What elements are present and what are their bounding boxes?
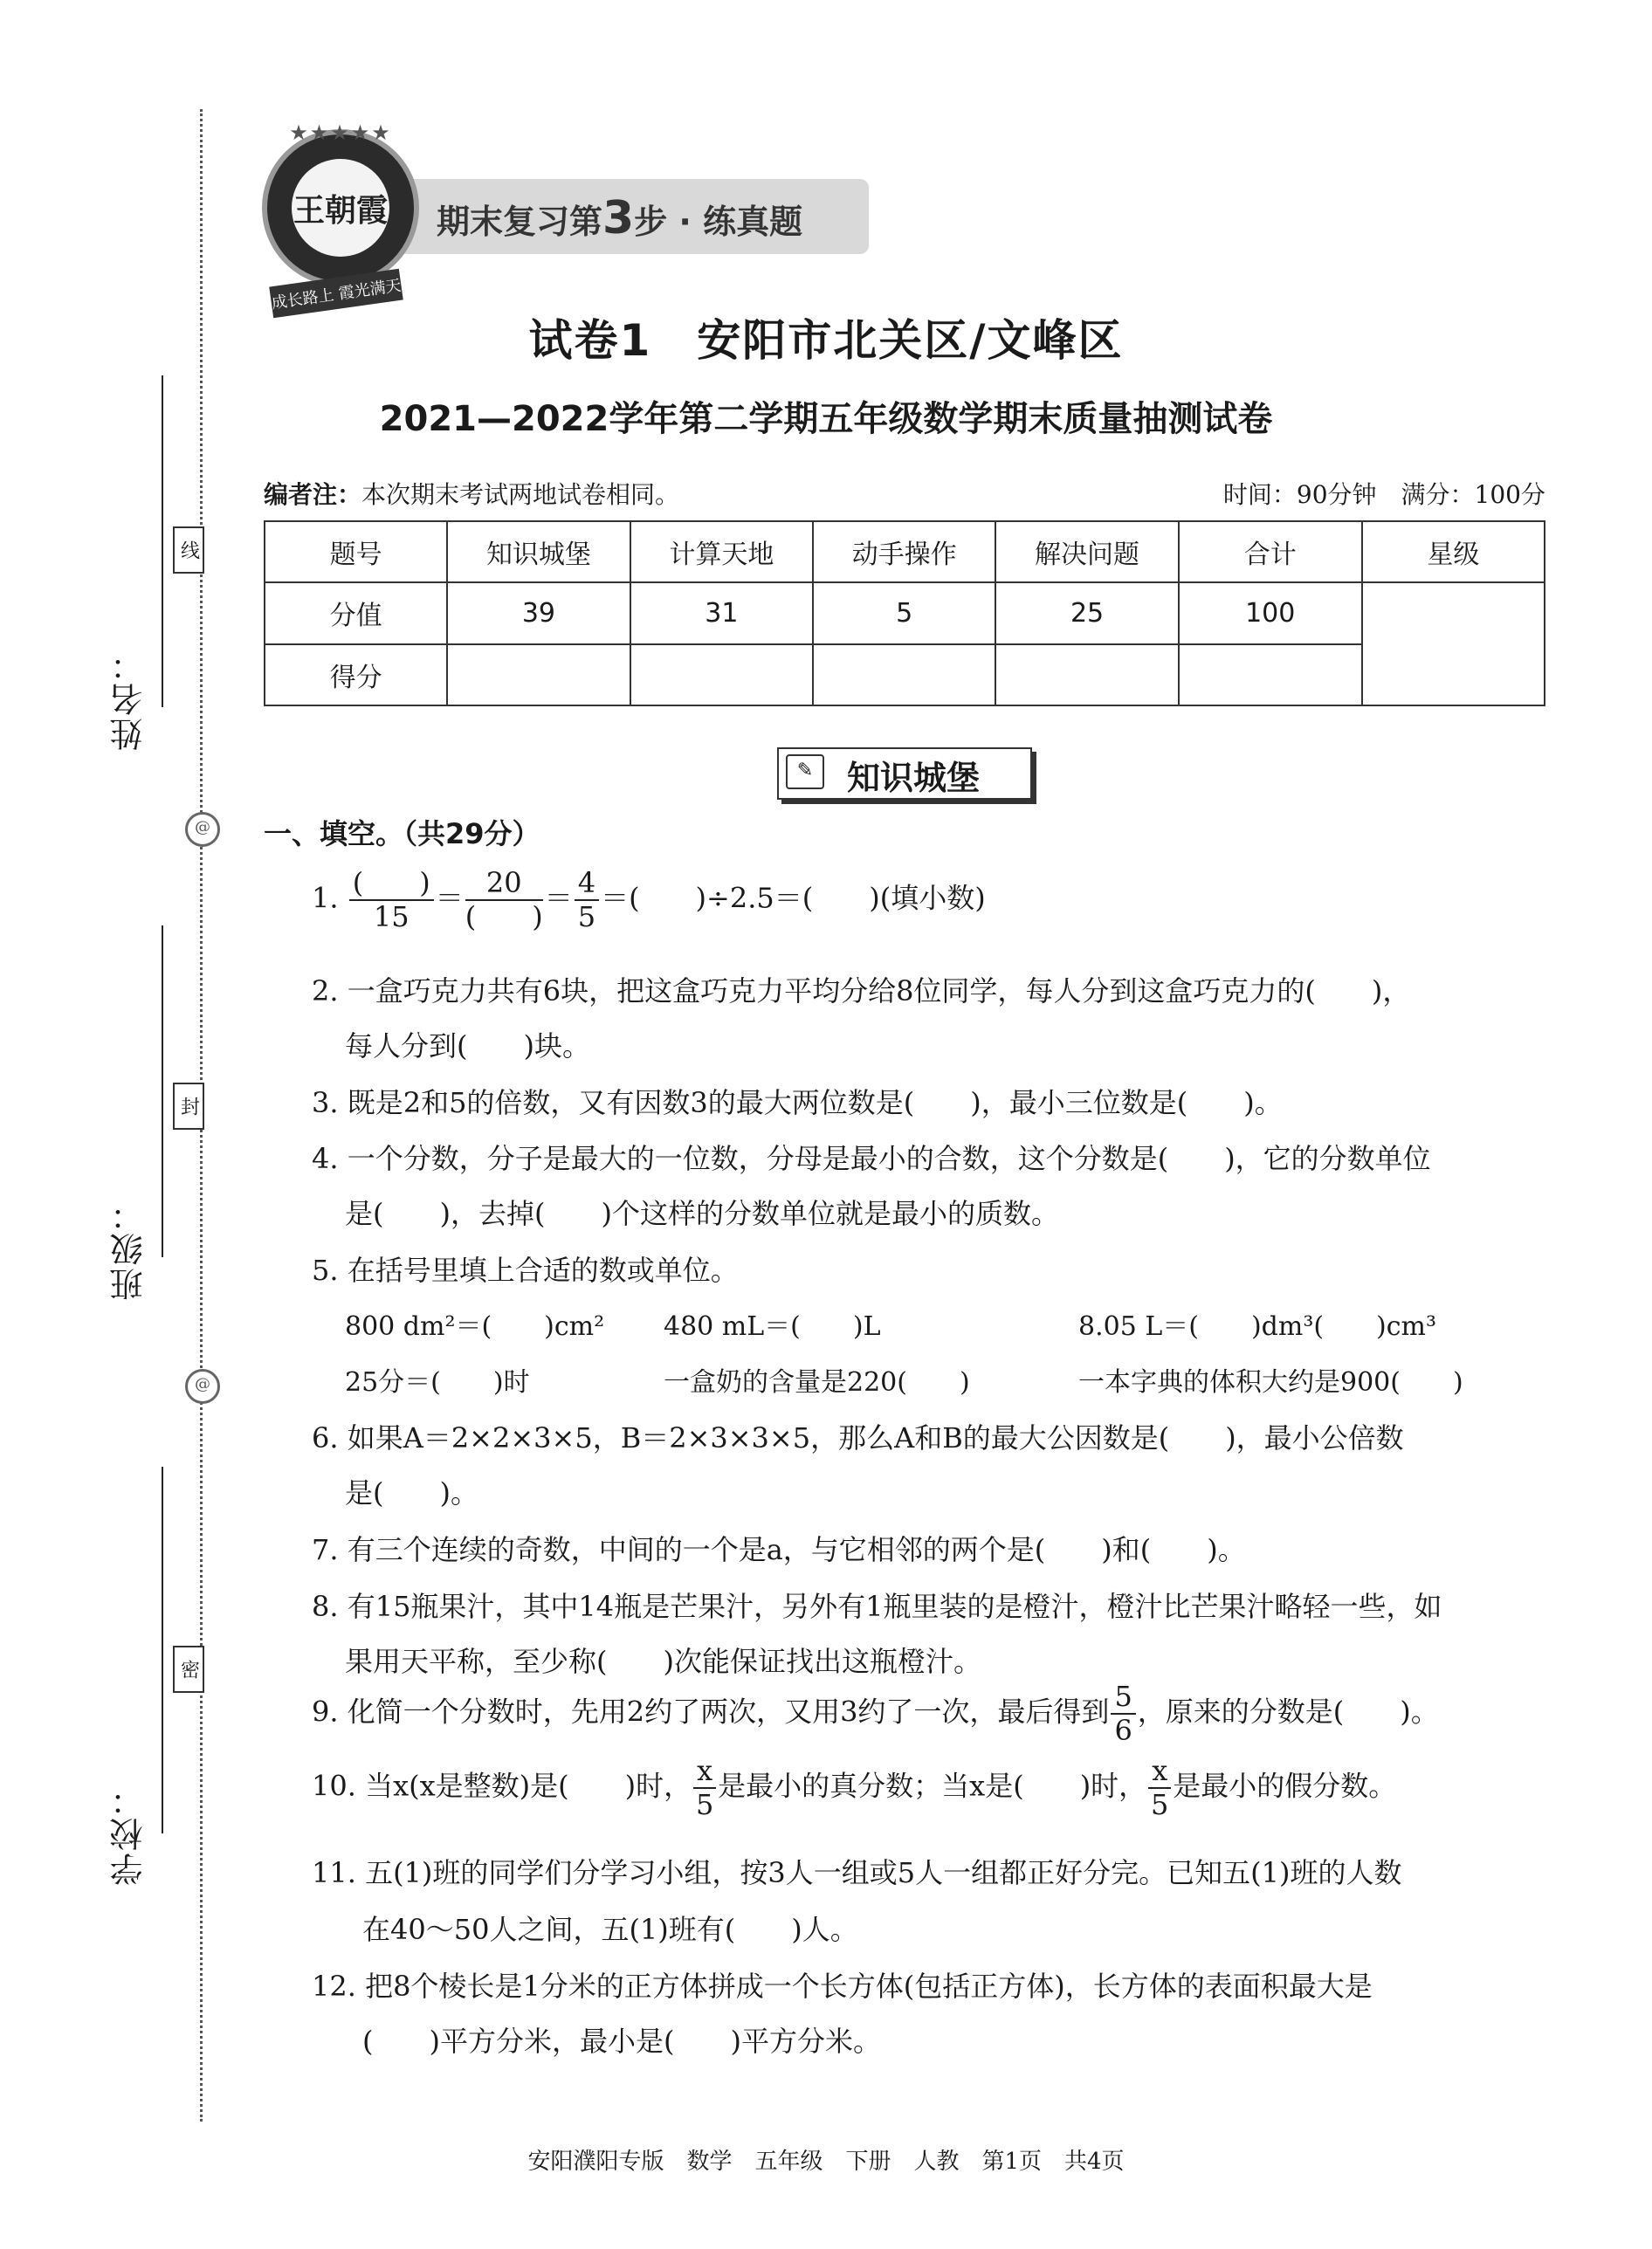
class-label: 班级： bbox=[110, 1196, 148, 1301]
name-label: 姓名： bbox=[110, 646, 148, 751]
logo-text: 王朝霞 bbox=[292, 159, 389, 257]
fraction: $\frac{20}{( )}$ bbox=[465, 866, 543, 933]
question-1: 1. $\frac{( )}{15}$ ＝ $\frac{20}{( )}$ ＝ $\frac{4}{5}$ ＝( )÷2.5＝( )(填小数) bbox=[312, 866, 986, 933]
question-5c: 8.05 L＝( )dm³( )cm³ bbox=[1078, 1311, 1437, 1342]
publisher-logo bbox=[262, 129, 419, 286]
question-5: 5. 在括号里填上合适的数或单位。 bbox=[312, 1254, 739, 1287]
section-title: 知识城堡 bbox=[847, 759, 981, 797]
fraction: $\frac{x}{5}$ bbox=[1148, 1755, 1171, 1821]
logo-ribbon: 成长路上 霞光满天 bbox=[269, 269, 403, 319]
page-footer: 安阳濮阳专版 数学 五年级 下册 人教 第1页 共4页 bbox=[527, 2149, 1125, 2175]
star-rating-cell[interactable] bbox=[1362, 582, 1545, 705]
question-4-cont: 是( )，去掉( )个这样的分数单位就是最小的质数。 bbox=[345, 1197, 1059, 1230]
question-5f: 一本字典的体积大约是900( ) bbox=[1078, 1367, 1463, 1398]
question-6: 6. 如果A＝2×2×3×5，B＝2×3×3×5，那么A和B的最大公因数是( )，最小公倍数 bbox=[312, 1421, 1404, 1455]
question-3: 3. 既是2和5的倍数，又有因数3的最大两位数是( )，最小三位数是( )。 bbox=[312, 1086, 1283, 1119]
time-score-info: 时间：90分钟 满分：100分 bbox=[1222, 480, 1545, 509]
question-8: 8. 有15瓶果汁，其中14瓶是芒果汁，另外有1瓶里装的是橙汁，橙汁比芒果汁略轻一些，如 bbox=[312, 1590, 1442, 1623]
question-8-cont: 果用天平称，至少称( )次能保证找出这瓶橙汁。 bbox=[345, 1645, 981, 1678]
question-2-cont: 每人分到( )块。 bbox=[345, 1029, 590, 1063]
score-cell[interactable] bbox=[813, 644, 995, 705]
swirl-icon: @ bbox=[185, 1369, 220, 1404]
question-11: 11. 五(1)班的同学们分学习小组，按3人一组或5人一组都正好分完。已知五(1)班的人数 bbox=[312, 1856, 1402, 1889]
question-5d: 25分＝( )时 bbox=[345, 1367, 530, 1398]
question-9: 9. 化简一个分数时，先用2约了两次，又用3约了一次，最后得到 $\frac{5}{6}$ ，原来的分数是( )。 bbox=[312, 1680, 1439, 1747]
score-cell[interactable] bbox=[1179, 644, 1362, 705]
question-11-cont: 在40～50人之间，五(1)班有( )人。 bbox=[362, 1913, 858, 1946]
question-4: 4. 一个分数，分子是最大的一位数，分母是最小的合数，这个分数是( )，它的分数单位 bbox=[312, 1142, 1431, 1175]
fraction: $\frac{x}{5}$ bbox=[693, 1755, 716, 1821]
seal-seal-mark: 封 bbox=[173, 1083, 204, 1130]
book-icon: ✎ bbox=[786, 754, 824, 789]
table-row: 分值 39 31 5 25 100 bbox=[265, 582, 1545, 643]
swirl-icon: @ bbox=[185, 812, 220, 847]
score-cell[interactable] bbox=[447, 644, 630, 705]
fraction: $\frac{5}{6}$ bbox=[1111, 1681, 1135, 1747]
question-5b: 480 mL＝( )L bbox=[664, 1311, 881, 1342]
fraction: $\frac{( )}{15}$ bbox=[349, 867, 434, 933]
school-underline bbox=[162, 1467, 163, 1833]
score-table bbox=[264, 520, 1545, 706]
question-10: 10. 当x(x是整数)是( )时， $\frac{x}{5}$ 是最小的真分数；当x是( )时， $\frac{x}{5}$ 是最小的假分数。 bbox=[312, 1754, 1397, 1821]
question-5a: 800 dm²＝( )cm² bbox=[345, 1311, 605, 1342]
part-title: 一、填空。（共29分） bbox=[264, 817, 540, 850]
table-row: 得分 bbox=[265, 644, 1545, 705]
star-icon: ★★★★★ bbox=[289, 120, 392, 145]
score-cell[interactable] bbox=[630, 644, 813, 705]
editor-note: 编者注：本次期末考试两地试卷相同。 bbox=[264, 480, 680, 509]
question-2: 2. 一盒巧克力共有6块，把这盒巧克力平均分给8位同学，每人分到这盒巧克力的( )， bbox=[312, 974, 1411, 1008]
table-row: 题号 知识城堡 计算天地 动手操作 解决问题 合计 星级 bbox=[265, 521, 1545, 582]
question-7: 7. 有三个连续的奇数，中间的一个是a，与它相邻的两个是( )和( )。 bbox=[312, 1533, 1246, 1566]
question-12-cont: ( )平方分米，最小是( )平方分米。 bbox=[362, 2025, 881, 2058]
fraction: $\frac{4}{5}$ bbox=[575, 867, 599, 933]
seal-secret-mark: 密 bbox=[173, 1646, 204, 1693]
step-banner-text: 期末复习第3步 · 练真题 bbox=[437, 192, 803, 244]
school-label: 学校： bbox=[110, 1781, 148, 1886]
score-cell[interactable] bbox=[995, 644, 1178, 705]
question-12: 12. 把8个棱长是1分米的正方体拼成一个长方体(包括正方体)，长方体的表面积最大是 bbox=[312, 1970, 1373, 2003]
class-underline bbox=[162, 925, 163, 1257]
exam-title: 试卷1 安阳市北关区/文峰区 bbox=[528, 315, 1124, 366]
question-6-cont: 是( )。 bbox=[345, 1476, 478, 1510]
exam-subtitle: 2021—2022学年第二学期五年级数学期末质量抽测试卷 bbox=[379, 399, 1273, 439]
question-5e: 一盒奶的含量是220( ) bbox=[664, 1367, 970, 1398]
seal-line-mark: 线 bbox=[173, 526, 204, 574]
